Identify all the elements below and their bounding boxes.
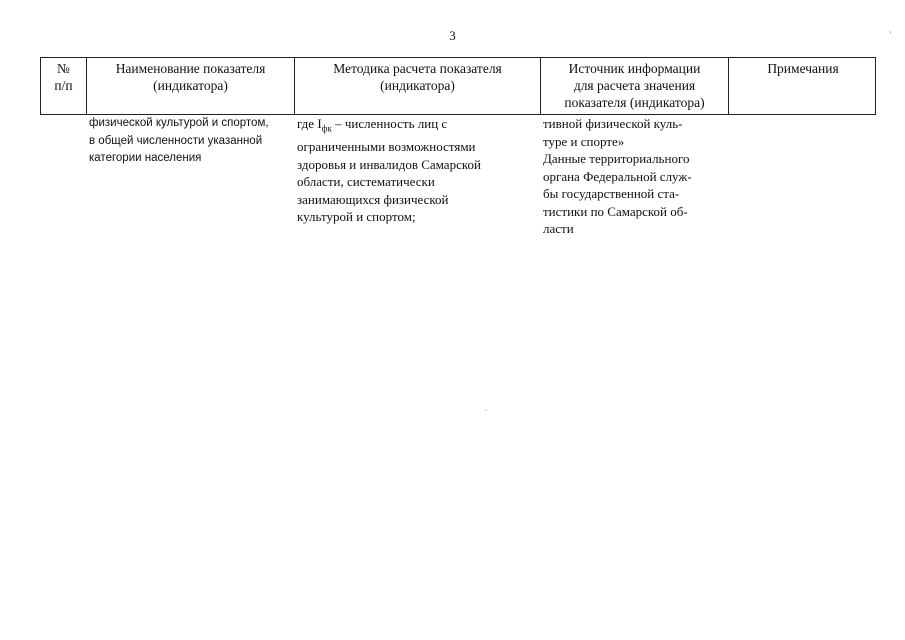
cell-notes xyxy=(727,115,876,238)
cell-indicator-name: физической культурой и спортом, в общей численности указанной категории населения xyxy=(89,117,269,164)
cell-number xyxy=(40,115,85,238)
indicator-table xyxy=(40,57,876,238)
header-notes: Примечания xyxy=(728,58,877,114)
header-information-source: Источник информации для расчета значения показателя (индикатора) xyxy=(540,58,728,114)
header-number: № п/п xyxy=(54,61,73,93)
method-prefix: где I xyxy=(297,116,322,131)
cell-calculation-method xyxy=(293,115,539,238)
table-row xyxy=(40,115,876,238)
page-number: 3 xyxy=(449,28,456,43)
table-header-row xyxy=(40,57,876,115)
scan-speck-middle: . xyxy=(485,404,487,413)
header-calculation-method: Методика расчета показателя (индикатора) xyxy=(294,58,540,114)
scan-speck-top-right: ' xyxy=(890,30,892,39)
method-subscript: фк xyxy=(321,123,332,134)
cell-information-source: тивной физической куль- туре и спорте» Данные территориального органа Федеральной служ- бы государственной ста- тистики по Самарской об- ласти xyxy=(543,116,692,236)
method-description: – численность лиц с ограниченными возможностями здоровья и инвалидов Самарской области, систематически занимающихся физической культурой и спортом; xyxy=(297,116,481,225)
header-indicator-name: Наименование показателя (индикатора) xyxy=(86,58,294,114)
